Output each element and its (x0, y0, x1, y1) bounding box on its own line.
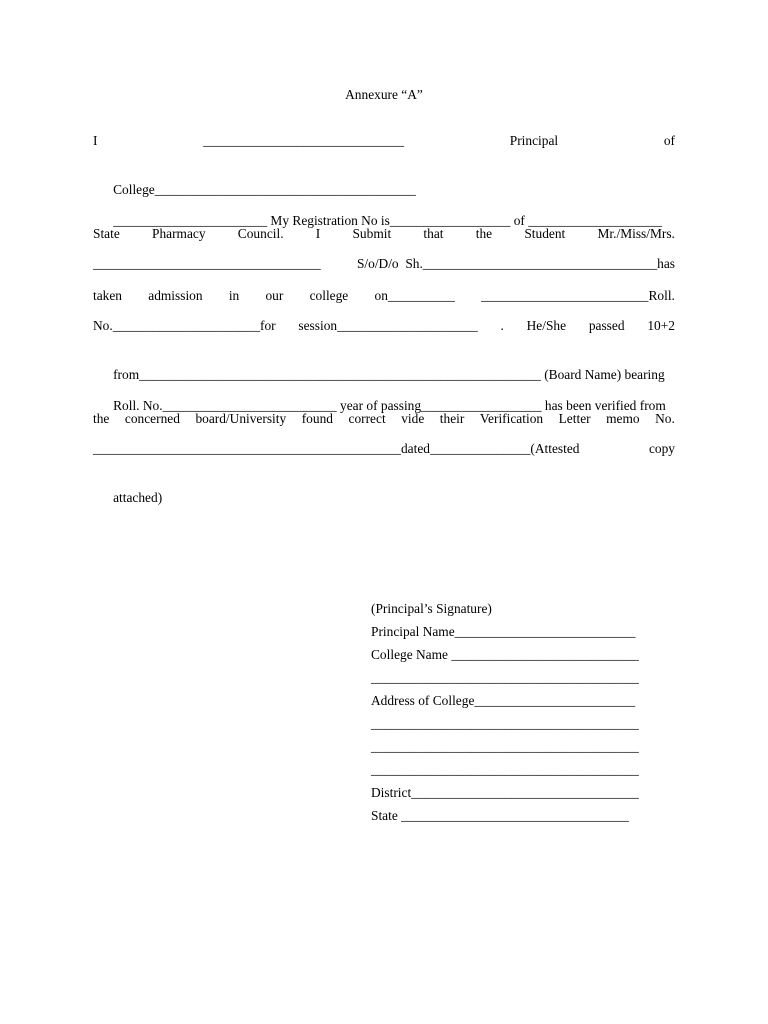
text-segment: Pharmacy (152, 226, 206, 241)
text-segment: Council. (237, 226, 284, 241)
text-segment: Principal (509, 133, 559, 148)
text-segment: vide (401, 411, 425, 426)
paragraph-line-12 (93, 471, 675, 505)
text-segment: 10+2 (647, 318, 675, 333)
board-text: from____________________________________________________________ (Board Name) bearing (113, 367, 665, 382)
text-segment: No.______________________for (93, 318, 276, 333)
text-segment: the (93, 411, 110, 426)
text-segment: that (423, 226, 444, 241)
paragraph-line-6 (93, 287, 675, 305)
text-segment: concerned (124, 411, 180, 426)
text-segment: Mr./Miss/Mrs. (597, 226, 675, 241)
text-segment: our (265, 288, 284, 303)
text-segment: the (475, 226, 493, 241)
text-segment: their (439, 411, 465, 426)
text-segment: taken (93, 288, 122, 303)
text-segment: No. (655, 411, 675, 426)
parent-name-text: S/o/D/o Sh.___________________________________has (356, 256, 675, 271)
district-field: District__________________________________ (371, 785, 639, 800)
text-segment: passed (588, 318, 625, 333)
text-segment: in (228, 288, 240, 303)
text-segment: session_____________________ (298, 318, 478, 333)
name-blank: ______________________________ (203, 133, 405, 148)
text-segment: admission (148, 288, 203, 303)
state-field: State __________________________________ (371, 808, 629, 823)
document-title: Annexure “A” (345, 87, 423, 102)
address-blank: ________________________________________ (371, 716, 639, 731)
text-segment: I (93, 133, 98, 148)
text-segment: on__________ (374, 288, 455, 303)
text-segment: State (93, 226, 120, 241)
text-segment: memo (606, 411, 640, 426)
paragraph-line-4 (93, 225, 675, 243)
text-segment: . (500, 318, 504, 333)
text-segment: correct (348, 411, 386, 426)
principal-signature-label: (Principal’s Signature) (371, 601, 492, 616)
college-name-field: College Name ____________________________ (371, 647, 639, 662)
principal-name-field: Principal Name___________________________ (371, 624, 636, 639)
text-segment: copy (648, 441, 675, 456)
student-name-blank: __________________________________ (93, 256, 321, 271)
text-segment: Verification (479, 411, 544, 426)
text-segment: _________________________Roll. (481, 288, 675, 303)
college-blank: College_______________________________________ (113, 182, 416, 197)
roll-no-text: Roll. No.__________________________ year of passing__________________ has been verified from (113, 398, 666, 413)
college-name-blank: ________________________________________ (371, 670, 639, 685)
memo-dated-text: ______________________________________________dated_______________(Attested (93, 441, 580, 456)
address-blank: ________________________________________ (371, 762, 639, 777)
paragraph-line-8 (93, 348, 675, 382)
paragraph-line-11 (93, 440, 675, 458)
paragraph-line-7 (93, 317, 675, 335)
text-segment: attached) (113, 490, 163, 505)
text-segment: Submit (352, 226, 392, 241)
paragraph-line-9 (93, 379, 675, 413)
registration-text: _______________________ My Registration No is__________________ of ____________________ (113, 213, 663, 228)
address-field: Address of College________________________ (371, 693, 636, 708)
paragraph-line-5 (93, 255, 675, 273)
text-segment: college (309, 288, 349, 303)
address-blank: ________________________________________ (371, 739, 639, 754)
text-segment: Student (524, 226, 566, 241)
text-segment: He/She (526, 318, 567, 333)
text-segment: I (315, 226, 321, 241)
text-segment: board/University (195, 411, 287, 426)
paragraph-line-2 (93, 163, 675, 197)
paragraph-line-10 (93, 410, 675, 428)
text-segment: found (301, 411, 333, 426)
paragraph-line-1 (93, 132, 675, 150)
text-segment: of (663, 133, 675, 148)
text-segment: Letter (558, 411, 591, 426)
paragraph-line-3 (93, 194, 675, 228)
